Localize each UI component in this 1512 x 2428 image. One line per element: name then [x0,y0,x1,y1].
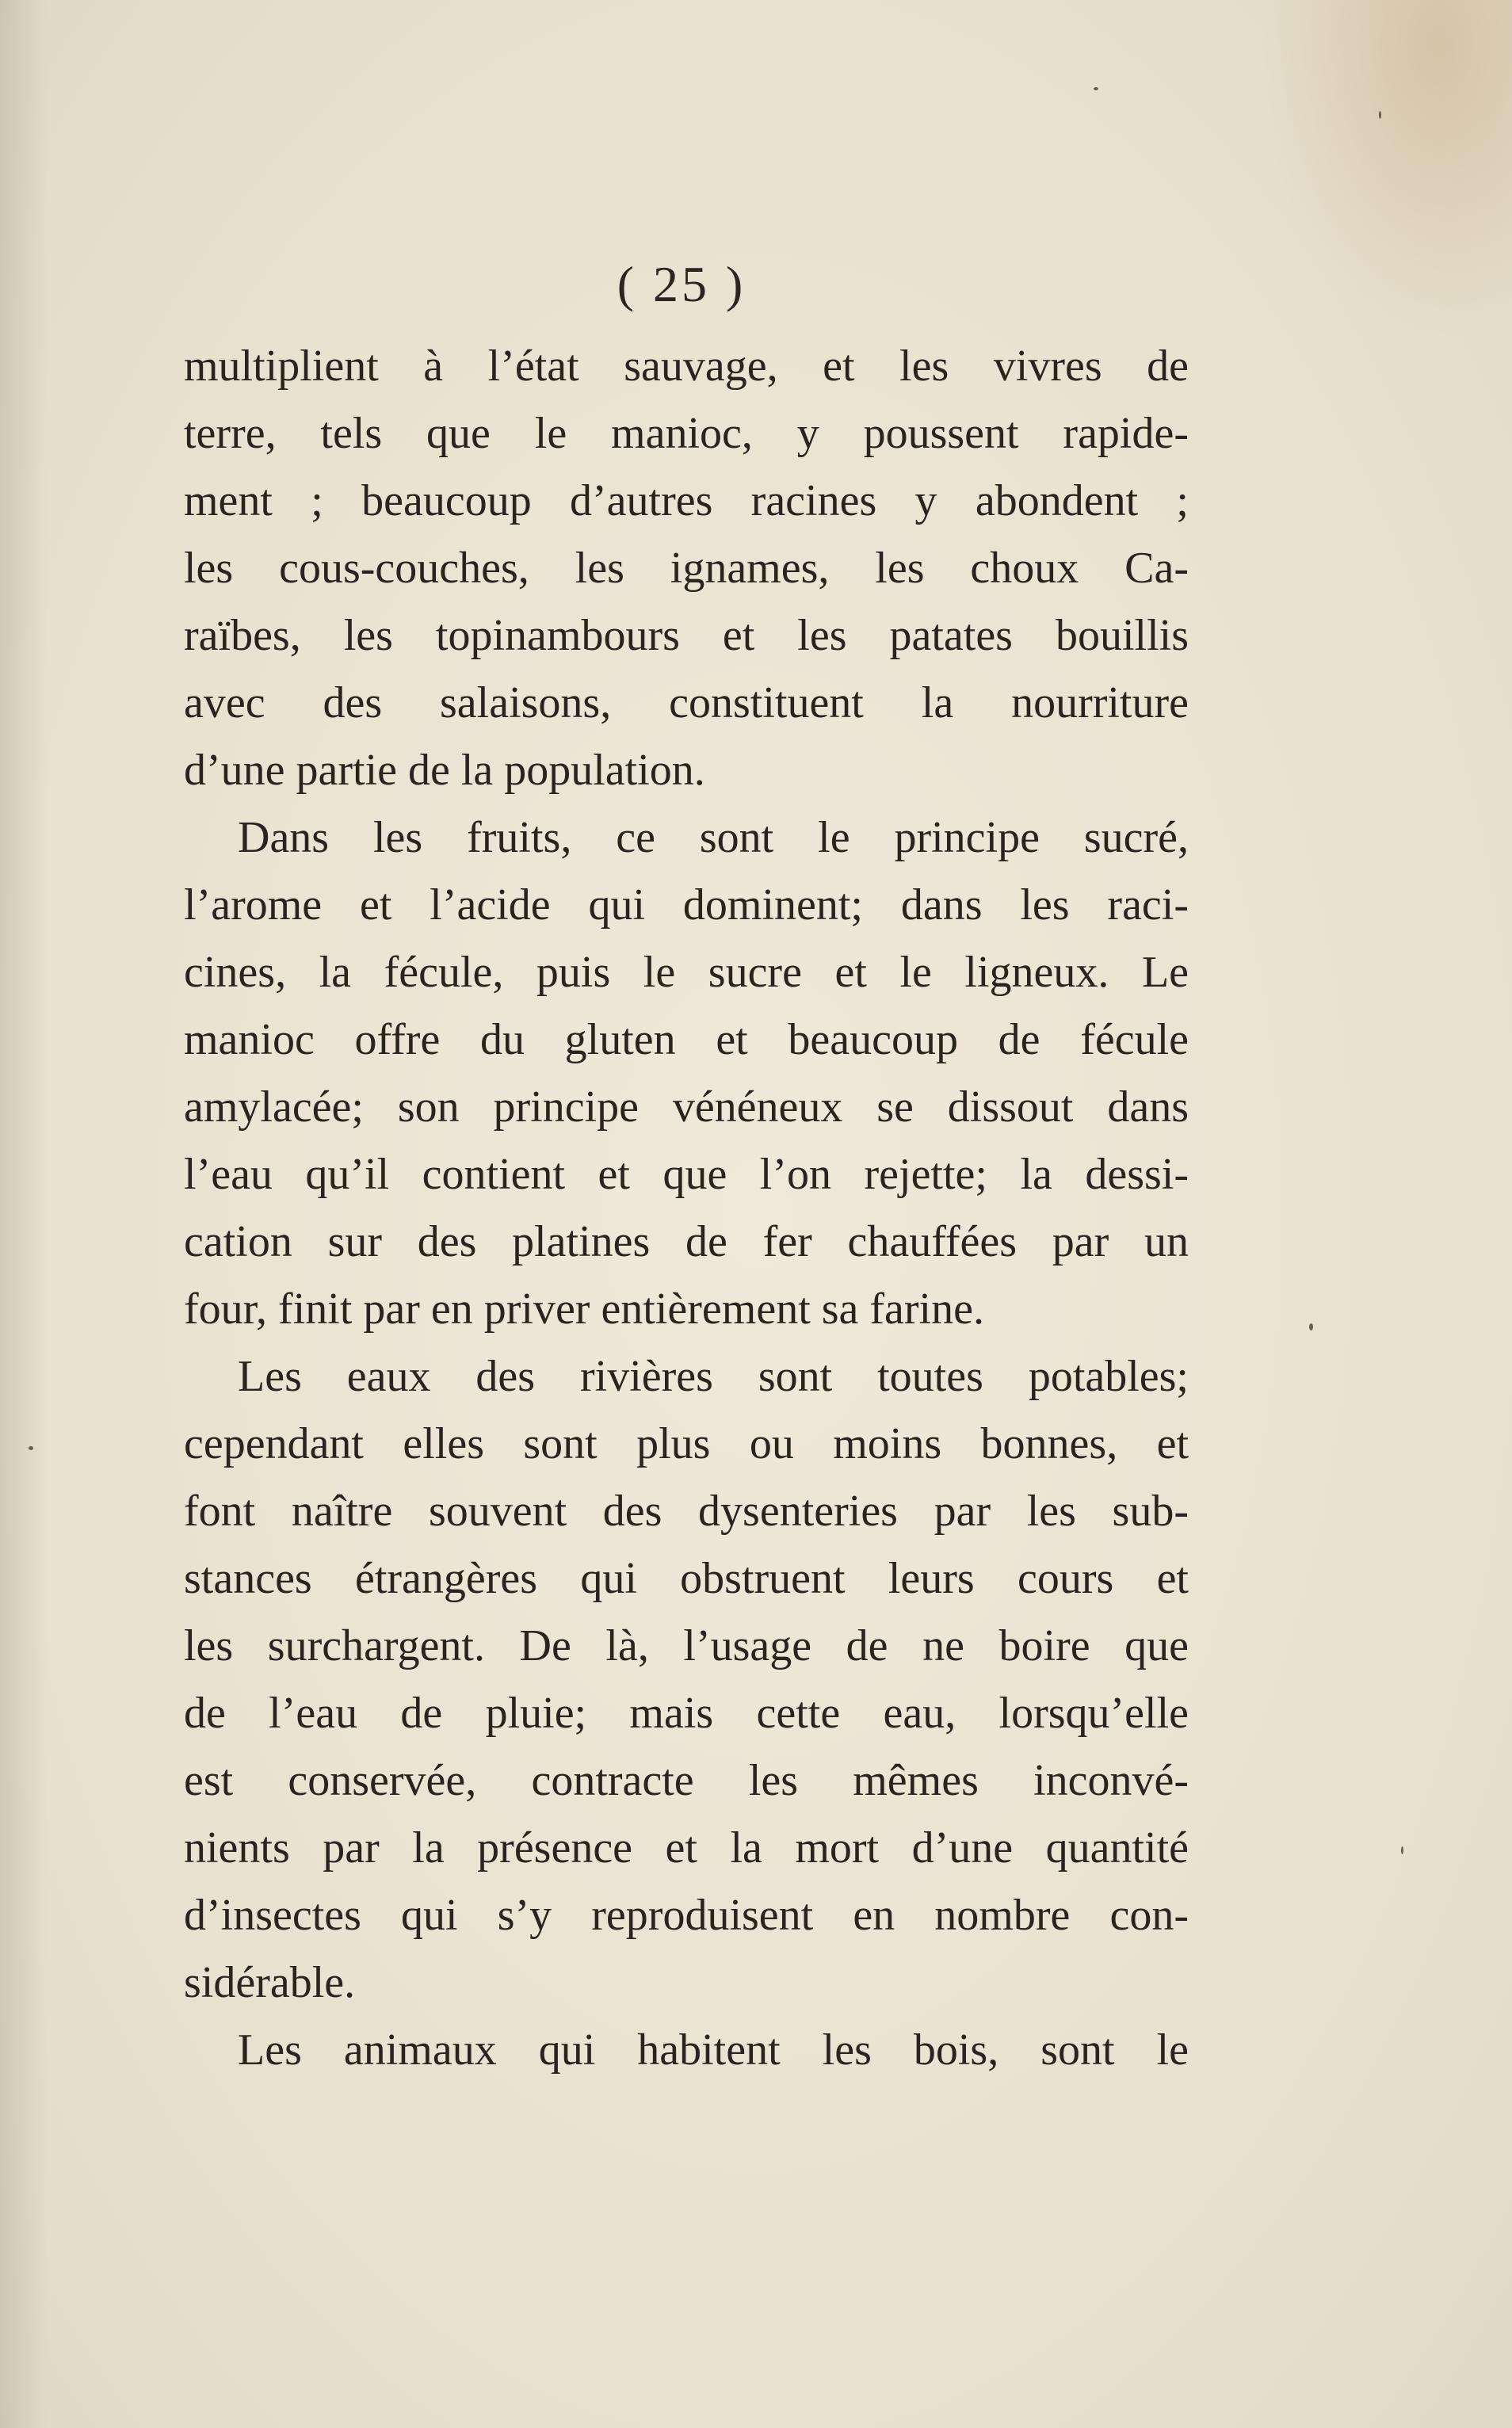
paragraph [184,804,1189,1343]
text-line: Les eaux des rivières sont toutes potables; [238,1352,1189,1401]
text-line: Dans les fruits, ce sont le principe sucré, [238,813,1189,862]
paragraph [184,2017,1189,2084]
text-line: de l’eau de pluie; mais cette eau, lorsqu’elle [184,1689,1189,1738]
text-line: amylacée; son principe vénéneux se dissout dans [184,1082,1189,1132]
text-line: est conservée, contracte les mêmes inconvé- [184,1756,1189,1805]
text-line: manioc offre du gluten et beaucoup de fécule [184,1015,1189,1064]
paper-speck [1094,87,1098,90]
text-line: d’insectes qui s’y reproduisent en nombre con- [184,1891,1189,1940]
text-line: l’arome et l’acide qui dominent; dans les raci- [184,880,1189,930]
paragraph [184,333,1189,804]
paper-speck [1379,111,1381,119]
text-line: cation sur des platines de fer chauffées par un [184,1217,1189,1266]
text-line: sidérable. [184,1958,356,2007]
body-text [184,333,1189,2084]
text-line: cependant elles sont plus ou moins bonnes, et [184,1419,1189,1468]
text-line: d’une partie de la population. [184,746,705,795]
paragraph [184,1343,1189,2017]
text-line: les cous-couches, les ignames, les choux Ca- [184,544,1189,593]
text-line: stances étrangères qui obstruent leurs cours et [184,1554,1189,1603]
paper-speck [29,1446,33,1450]
text-line: four, finit par en priver entièrement sa farine. [184,1285,984,1334]
text-line: multiplient à l’état sauvage, et les vivres de [184,342,1189,391]
text-line: les surchargent. De là, l’usage de ne boire que [184,1621,1189,1670]
text-line: avec des salaisons, constituent la nourriture [184,678,1189,727]
paper-speck [1401,1846,1403,1854]
text-line: l’eau qu’il contient et que l’on rejette; la dessi- [184,1150,1189,1199]
text-line: font naître souvent des dysenteries par les sub- [184,1487,1189,1536]
page-edge-shadow [0,0,48,2428]
text-line: Les animaux qui habitent les bois, sont le [238,2025,1189,2075]
text-line: nients par la présence et la mort d’une quantité [184,1823,1189,1873]
paper-speck [1309,1323,1313,1330]
text-line: ment ; beaucoup d’autres racines y abondent ; [184,476,1189,525]
page-number: ( 25 ) [617,256,746,312]
text-line: cines, la fécule, puis le sucre et le ligneux. Le [184,948,1189,997]
text-line: terre, tels que le manioc, y poussent rapide- [184,409,1189,458]
text-line: raïbes, les topinambours et les patates bouillis [184,611,1189,660]
